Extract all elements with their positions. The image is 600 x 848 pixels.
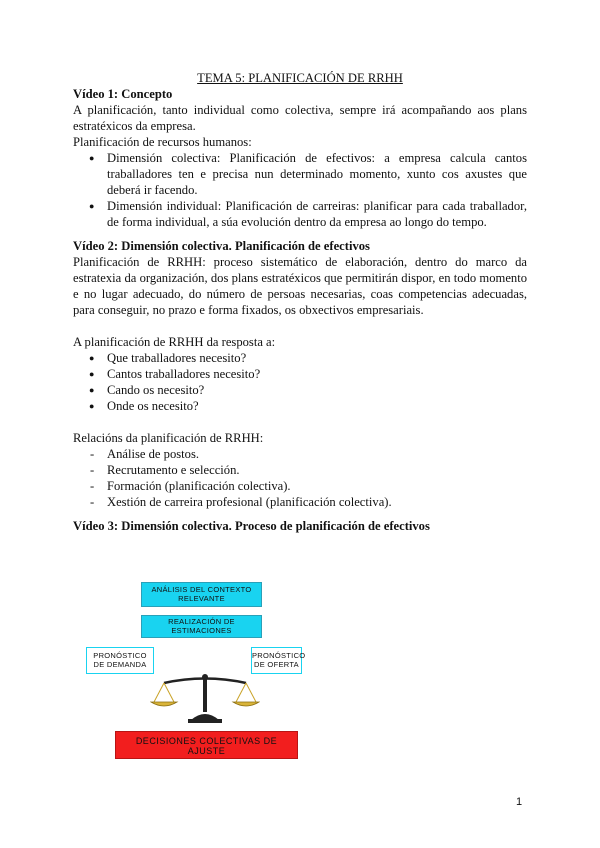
balance-scale-icon bbox=[150, 670, 260, 726]
video3-heading: Vídeo 3: Dimensión colectiva. Proceso de planificación de efectivos bbox=[73, 519, 430, 533]
supply-forecast-box: PRONÓSTICO DE OFERTA bbox=[251, 647, 302, 674]
video2-paragraph-3: Relacións da planificación de RRHH: bbox=[73, 431, 264, 445]
adjustment-decisions-box: DECISIONES COLECTIVAS DE AJUSTE bbox=[115, 731, 298, 759]
list-item: ● Dimensión colectiva: Planificación de efectivos: a empresa calcula cantos traballadores ten e precisa nun determinado momento, xunto cos axustes que deberá ir facendo. bbox=[73, 150, 527, 198]
demand-forecast-box: PRONÓSTICO DE DEMANDA bbox=[86, 647, 154, 674]
video2-relations-list bbox=[73, 446, 527, 510]
video1-bullet-list bbox=[73, 150, 527, 230]
list-item: ● Dimensión individual: Planificación de carreiras: planificar para cada traballador, de forma individual, a súa evolución dentro da empresa ao longo do tempo. bbox=[73, 198, 527, 230]
list-item: - Xestión de carreira profesional (planificación colectiva). bbox=[73, 494, 527, 510]
list-item: - Análise de postos. bbox=[73, 446, 527, 462]
video1-heading: Vídeo 1: Concepto bbox=[73, 87, 173, 101]
list-item: ● Cando os necesito? bbox=[73, 382, 527, 398]
list-item: - Recrutamento e selección. bbox=[73, 462, 527, 478]
video1-paragraph-1: A planificación, tanto individual como colectiva, sempre irá acompañando aos plans estratéxicos da empresa. bbox=[73, 103, 527, 133]
video2-heading: Vídeo 2: Dimensión colectiva. Planificación de efectivos bbox=[73, 239, 370, 253]
list-item: ● Onde os necesito? bbox=[73, 398, 527, 414]
planning-process-diagram bbox=[86, 582, 306, 762]
video2-paragraph-1: Planificación de RRHH: proceso sistemático de elaboración, dentro do marco da estratexia da organización, dos plans estratéxicos que permitirán dispor, en todo momento e no lugar adecuado, do número de persoas necesarias, coas competencias adecuadas, para conseguir, no prazo e forma fixados, os obxectivos empresariais. bbox=[73, 255, 527, 317]
video1-paragraph-2: Planificación de recursos humanos: bbox=[73, 135, 252, 149]
list-item: - Formación (planificación colectiva). bbox=[73, 478, 527, 494]
list-item: ● Que traballadores necesito? bbox=[73, 350, 527, 366]
estimations-box: REALIZACIÓN DE ESTIMACIONES bbox=[141, 615, 262, 638]
context-analysis-box: ANÁLISIS DEL CONTEXTO RELEVANTE bbox=[141, 582, 262, 607]
video2-question-list bbox=[73, 350, 527, 414]
list-item: ● Cantos traballadores necesito? bbox=[73, 366, 527, 382]
document-title: TEMA 5: PLANIFICACIÓN DE RRHH bbox=[197, 71, 403, 85]
document-page bbox=[73, 70, 527, 534]
page-number: 1 bbox=[516, 796, 523, 808]
video2-paragraph-2: A planificación de RRHH da resposta a: bbox=[73, 335, 276, 349]
